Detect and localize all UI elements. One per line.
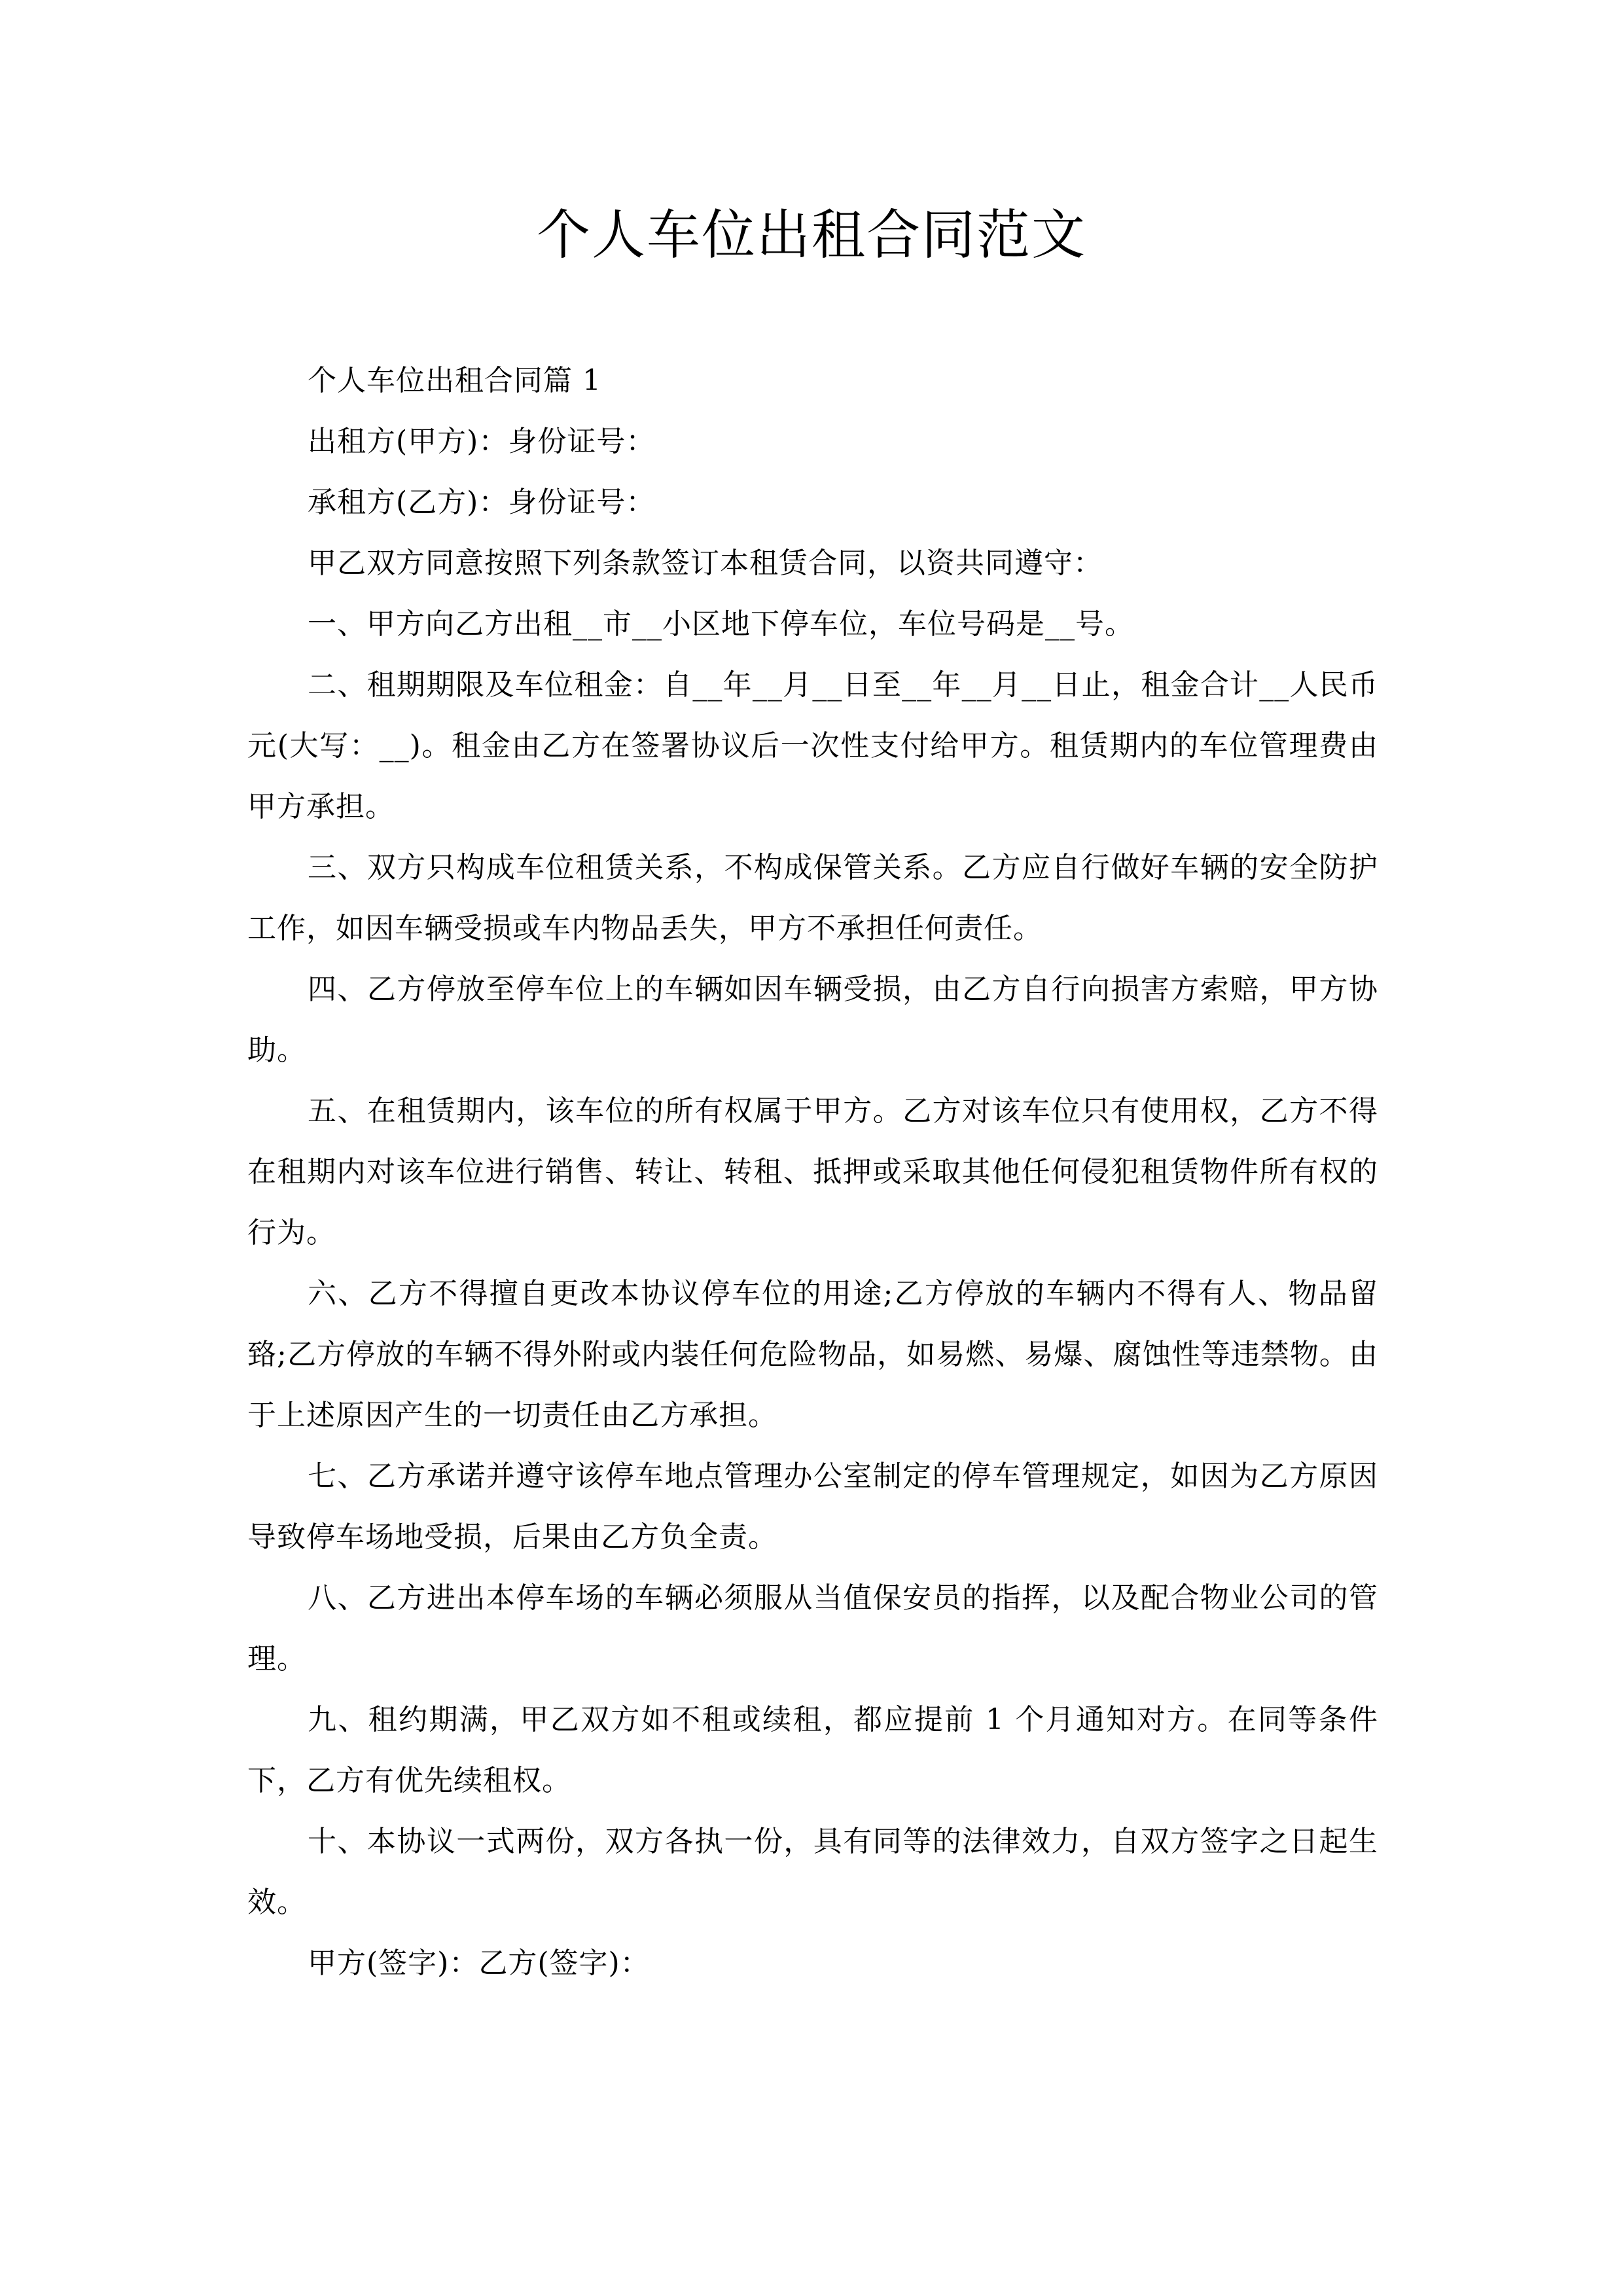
clause-4: 四、乙方停放至停车位上的车辆如因车辆受损，由乙方自行向损害方索赔，甲方协助。 [247,973,1378,1067]
clause-7: 七、乙方承诺并遵守该停车地点管理办公室制定的停车管理规定，如因为乙方原因导致停车场地受损，后果由乙方负全责。 [247,1460,1378,1554]
signature-line: 甲方(签字)：乙方(签字)： [308,1946,650,1980]
document-title: 个人车位出租合同范文 [536,204,1086,266]
clause-3: 三、双方只构成车位租赁关系，不构成保管关系。乙方应自行做好车辆的安全防护工作，如因车辆受损或车内物品丢失，甲方不承担任何责任。 [247,851,1378,945]
clause-10: 十、本协议一式两份，双方各执一份，具有同等的法律效力，自双方签字之日起生效。 [247,1825,1378,1919]
preamble: 甲乙双方同意按照下列条款签订本租赁合同，以资共同遵守： [308,547,1103,580]
clause-9: 九、租约期满，甲乙双方如不租或续租，都应提前 1 个月通知对方。在同等条件下，乙方有优先续租权。 [247,1703,1378,1797]
clause-6: 六、乙方不得擅自更改本协议停车位的用途;乙方停放的车辆内不得有人、物品留臵;乙方停放的车辆不得外附或内装任何危险物品，如易燃、易爆、腐蚀性等违禁物。由于上述原因产生的一切责任由乙方承担。 [247,1277,1378,1432]
document-body [247,350,1378,1994]
clause-1: 一、甲方向乙方出租__市__小区地下停车位，车位号码是__号。 [308,607,1134,641]
section-heading: 个人车位出租合同篇 1 [308,364,601,397]
clause-2: 二、租期期限及车位租金：自__年__月__日至__年__月__日止，租金合计__人民币元(大写：__)。租金由乙方在签署协议后一次性支付给甲方。租赁期内的车位管理费由甲方承担。 [247,668,1378,823]
lessee-line: 承租方(乙方)：身份证号： [308,486,656,519]
clause-5: 五、在租赁期内，该车位的所有权属于甲方。乙方对该车位只有使用权，乙方不得在租期内对该车位进行销售、转让、转租、抵押或采取其他任何侵犯租赁物件所有权的行为。 [247,1094,1378,1249]
lessor-line: 出租方(甲方)：身份证号： [308,425,656,458]
clause-8: 八、乙方进出本停车场的车辆必须服从当值保安员的指挥，以及配合物业公司的管理。 [247,1581,1378,1676]
